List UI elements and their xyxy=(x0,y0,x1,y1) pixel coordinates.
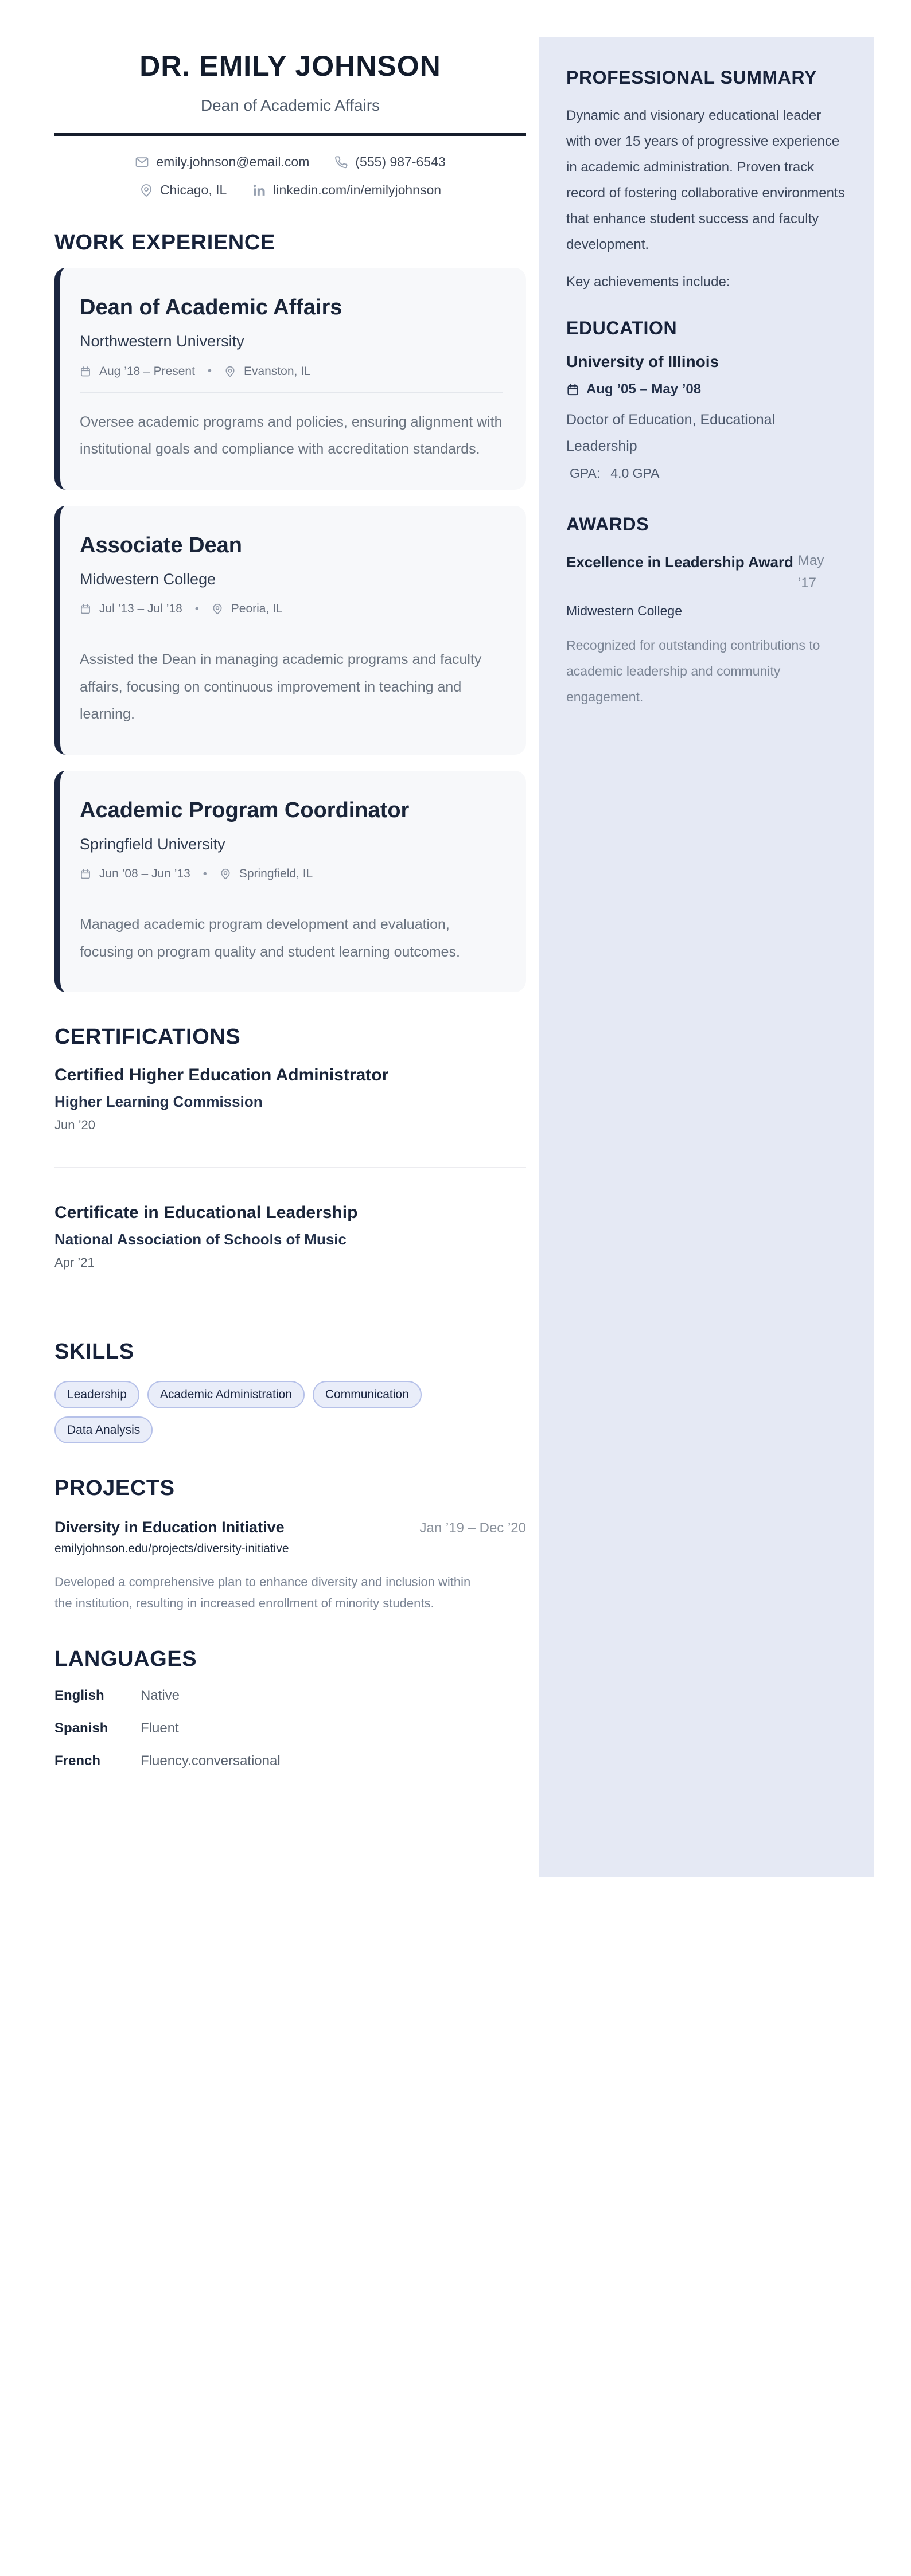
summary-section-title: PROFESSIONAL SUMMARY xyxy=(566,67,817,88)
award-row xyxy=(566,550,846,594)
person-title: Dean of Academic Affairs xyxy=(200,96,380,114)
experience-card xyxy=(54,771,526,993)
certification-date: Jun ’20 xyxy=(54,1117,95,1132)
certification-title: Certificate in Educational Leadership xyxy=(54,1203,358,1222)
contact-location xyxy=(139,182,227,198)
sidebar xyxy=(539,37,874,1877)
language-level: Fluent xyxy=(141,1720,179,1736)
main-column xyxy=(54,0,526,1785)
contact-location-text: Chicago, IL xyxy=(159,182,227,198)
job-dates: Jul ’13 – Jul ’18 xyxy=(99,602,182,616)
person-name: DR. EMILY JOHNSON xyxy=(139,50,441,82)
project-url: emilyjohnson.edu/projects/diversity-initiative xyxy=(54,1542,289,1556)
calendar-icon xyxy=(80,603,91,615)
language-name: French xyxy=(54,1753,101,1769)
job-location: Evanston, IL xyxy=(243,364,311,378)
projects-section-title: PROJECTS xyxy=(54,1476,175,1500)
location-pin-icon xyxy=(220,868,231,880)
certification-item xyxy=(54,1203,526,1270)
job-description: Assisted the Dean in managing academic programs and faculty affairs, focusing on continuous improvement in teaching and learning. xyxy=(80,651,482,723)
job-meta-row xyxy=(80,365,503,378)
skills-section-title: SKILLS xyxy=(54,1339,134,1364)
certification-issuer: National Association of Schools of Music xyxy=(54,1230,347,1248)
meta-dot-separator: • xyxy=(194,602,199,615)
card-divider xyxy=(80,392,503,393)
location-pin-icon xyxy=(224,366,236,377)
awards-section-title: AWARDS xyxy=(566,513,649,534)
skill-pill: Leadership xyxy=(54,1381,139,1408)
languages-list xyxy=(54,1687,526,1770)
meta-dot-separator: • xyxy=(203,867,207,880)
education-school: University of Illinois xyxy=(566,353,719,371)
meta-dot-separator: • xyxy=(207,365,212,378)
header-divider xyxy=(54,133,526,136)
education-degree: Doctor of Education, Educational Leadership xyxy=(566,412,776,455)
certification-issuer: Higher Learning Commission xyxy=(54,1092,263,1110)
contact-phone xyxy=(334,154,445,170)
gpa-label: GPA: xyxy=(570,465,601,481)
job-title: Associate Dean xyxy=(80,533,243,557)
key-achievements-text: Key achievements include: xyxy=(566,274,730,290)
phone-icon xyxy=(334,155,348,169)
job-description: Oversee academic programs and policies, ensuring alignment with institutional goals and compliance with accreditation standards. xyxy=(80,413,503,458)
experience-card xyxy=(54,506,526,755)
language-name: English xyxy=(54,1687,104,1703)
gpa-value: 4.0 GPA xyxy=(610,465,660,481)
certifications-divider xyxy=(54,1167,526,1168)
job-dates: Aug ’18 – Present xyxy=(99,364,195,378)
certification-title: Certified Higher Education Administrator xyxy=(54,1065,389,1084)
job-dates: Jun ’08 – Jun ’13 xyxy=(99,867,190,881)
skill-pill: Data Analysis xyxy=(54,1416,153,1443)
project-title: Diversity in Education Initiative xyxy=(54,1519,285,1536)
skill-pill: Academic Administration xyxy=(147,1381,305,1408)
language-row xyxy=(54,1687,526,1704)
contact-phone-text: (555) 987-6543 xyxy=(355,154,446,170)
language-row xyxy=(54,1752,526,1770)
certification-date: Apr ’21 xyxy=(54,1255,95,1270)
languages-section-title: LANGUAGES xyxy=(54,1647,197,1672)
certifications-section-title: CERTIFICATIONS xyxy=(54,1025,241,1049)
language-level: Native xyxy=(141,1687,180,1703)
linkedin-icon xyxy=(252,183,266,197)
job-location: Springfield, IL xyxy=(239,867,313,881)
job-meta-row xyxy=(80,867,503,881)
language-row xyxy=(54,1719,526,1737)
summary-text: Dynamic and visionary educational leader with over 15 years of progressive experience in academic administration. Proven track record of fostering collaborative environments that enhance student success and faculty development. xyxy=(566,108,845,252)
job-company: Midwestern College xyxy=(80,571,216,588)
job-meta-row xyxy=(80,602,503,616)
contact-email-text: emily.johnson@email.com xyxy=(156,154,310,170)
award-title: Excellence in Leadership Award xyxy=(566,553,793,571)
contact-row-1 xyxy=(54,154,526,170)
job-company: Springfield University xyxy=(80,836,225,853)
language-name: Spanish xyxy=(54,1720,108,1736)
mail-icon xyxy=(135,155,149,169)
calendar-icon xyxy=(566,383,579,396)
certification-item xyxy=(54,1065,526,1133)
job-title: Academic Program Coordinator xyxy=(80,798,410,822)
contact-linkedin xyxy=(252,182,441,198)
project-header-row xyxy=(54,1519,526,1536)
experience-card xyxy=(54,268,526,490)
language-level: Fluency.conversational xyxy=(141,1753,281,1769)
contact-email xyxy=(135,154,309,170)
calendar-icon xyxy=(80,868,91,880)
education-dates-row xyxy=(566,381,846,397)
education-dates: Aug ’05 – May ’08 xyxy=(586,381,702,397)
award-issuer: Midwestern College xyxy=(566,603,682,618)
job-company: Northwestern University xyxy=(80,333,244,350)
skill-pill: Communication xyxy=(313,1381,422,1408)
calendar-icon xyxy=(80,366,91,377)
job-description: Managed academic program development and evaluation, focusing on program quality and student learning outcomes. xyxy=(80,916,460,960)
contact-row-2 xyxy=(54,182,526,198)
education-section-title: EDUCATION xyxy=(566,317,678,338)
location-pin-icon xyxy=(139,184,153,197)
work-experience-section-title: WORK EXPERIENCE xyxy=(54,231,275,255)
location-pin-icon xyxy=(212,603,223,615)
award-date: May ’17 xyxy=(798,553,824,591)
job-location: Peoria, IL xyxy=(231,602,283,616)
job-title: Dean of Academic Affairs xyxy=(80,295,342,319)
education-gpa-row xyxy=(566,466,846,481)
project-description: Developed a comprehensive plan to enhance diversity and inclusion within the institution, resulting in increased enrollment of minority students. xyxy=(54,1575,471,1611)
award-description: Recognized for outstanding contributions to academic leadership and community engagement. xyxy=(566,637,820,704)
skills-list xyxy=(54,1381,479,1443)
contact-linkedin-text: linkedin.com/in/emilyjohnson xyxy=(273,182,442,198)
project-dates: Jan ’19 – Dec ’20 xyxy=(419,1520,526,1536)
